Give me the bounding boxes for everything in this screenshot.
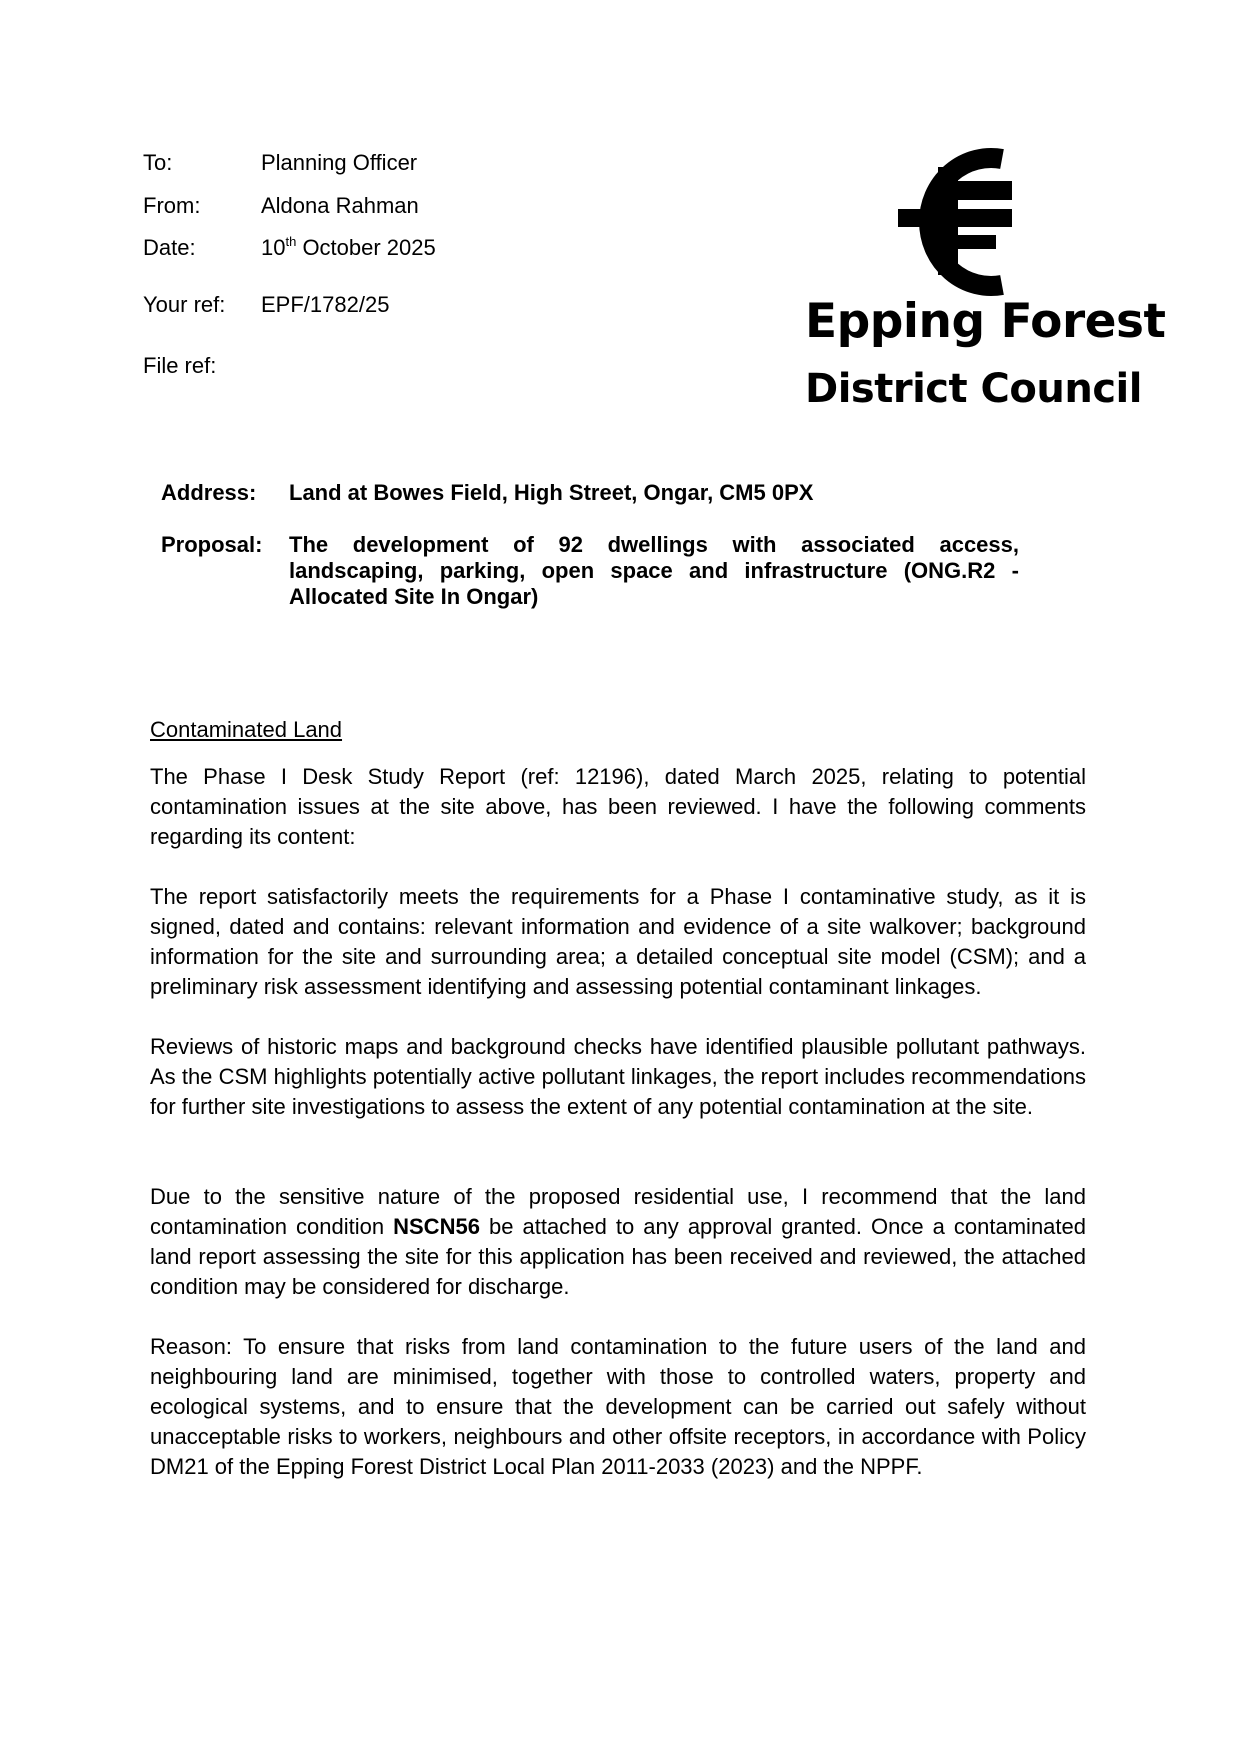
efdc-logo-icon: [890, 147, 1020, 297]
memo-date-rest: October 2025: [296, 235, 436, 260]
paragraph-5: Reason: To ensure that risks from land contamination to the future users of the land and neighbouring land are minimised, together with those to controlled waters, property and ecological systems, and to ensure that the development can be carried out safely without unacceptable risks to workers, neighbours and other offsite receptors, in accordance with Policy DM21 of the Epping Forest District Local Plan 2011-2033 (2023) and the NPPF.: [150, 1334, 1086, 1479]
condition-code: NSCN56: [393, 1214, 480, 1239]
paragraph-4-end: be attached to any approval granted. Once a contaminated land report assessing the site for this application has been received and reviewed, the attached condition may be considered for discharge.: [150, 1214, 1086, 1299]
paragraph-4-start: Due to the sensitive nature of the proposed residential use, I recommend that the land contamination condition: [150, 1184, 1086, 1239]
memo-from-value: Aldona Rahman: [261, 193, 419, 218]
memo-file-ref-row: [143, 353, 261, 379]
memo-date-row: [143, 235, 436, 261]
memo-date-value: [261, 235, 436, 260]
memo-from-label: From:: [143, 193, 201, 218]
memo-from-row: [143, 193, 419, 219]
memo-your-ref-value: EPF/1782/25: [261, 292, 390, 317]
memo-date-suffix: th: [285, 234, 297, 249]
memo-your-ref-label: Your ref:: [143, 292, 226, 317]
proposal-value: The development of 92 dwellings with associated access, landscaping, parking, open space and infrastructure (ONG.R2 - Allocated Site In Ongar): [289, 532, 1019, 609]
section-heading: Contaminated Land: [150, 717, 343, 742]
paragraph-3: Reviews of historic maps and background checks have identified plausible pollutant pathways. As the CSM highlights potentially active pollutant linkages, the report includes recommendations for further site investigations to assess the extent of any potential contamination at the site.: [150, 1034, 1086, 1119]
council-logo: [805, 142, 1165, 432]
memo-your-ref-row: [143, 292, 389, 318]
memo-to-row: [143, 150, 417, 176]
paragraph-2: The report satisfactorily meets the requirements for a Phase I contaminative study, as it is signed, dated and contains: relevant information and evidence of a site walkover; background information for the site and surrounding area; a detailed conceptual site model (CSM); and a preliminary risk assessment identifying and assessing potential contaminant linkages.: [150, 884, 1086, 999]
memo-to-label: To:: [143, 150, 173, 175]
memo-date-day: 10: [261, 235, 286, 260]
logo-text-line1: Epping Forest: [805, 294, 1166, 349]
proposal-label: Proposal:: [161, 532, 263, 557]
memo-to-value: Planning Officer: [261, 150, 418, 175]
address-value: Land at Bowes Field, High Street, Ongar, CM5 0PX: [289, 480, 814, 505]
memo-date-label: Date:: [143, 235, 196, 260]
address-label: Address:: [161, 480, 257, 505]
memo-file-ref-label: File ref:: [143, 353, 217, 378]
paragraph-4: [150, 1182, 1086, 1302]
logo-text-line2: District Council: [805, 366, 1142, 412]
paragraph-1: The Phase I Desk Study Report (ref: 12196), dated March 2025, relating to potential contamination issues at the site above, has been reviewed. I have the following comments regarding its content:: [150, 764, 1086, 849]
